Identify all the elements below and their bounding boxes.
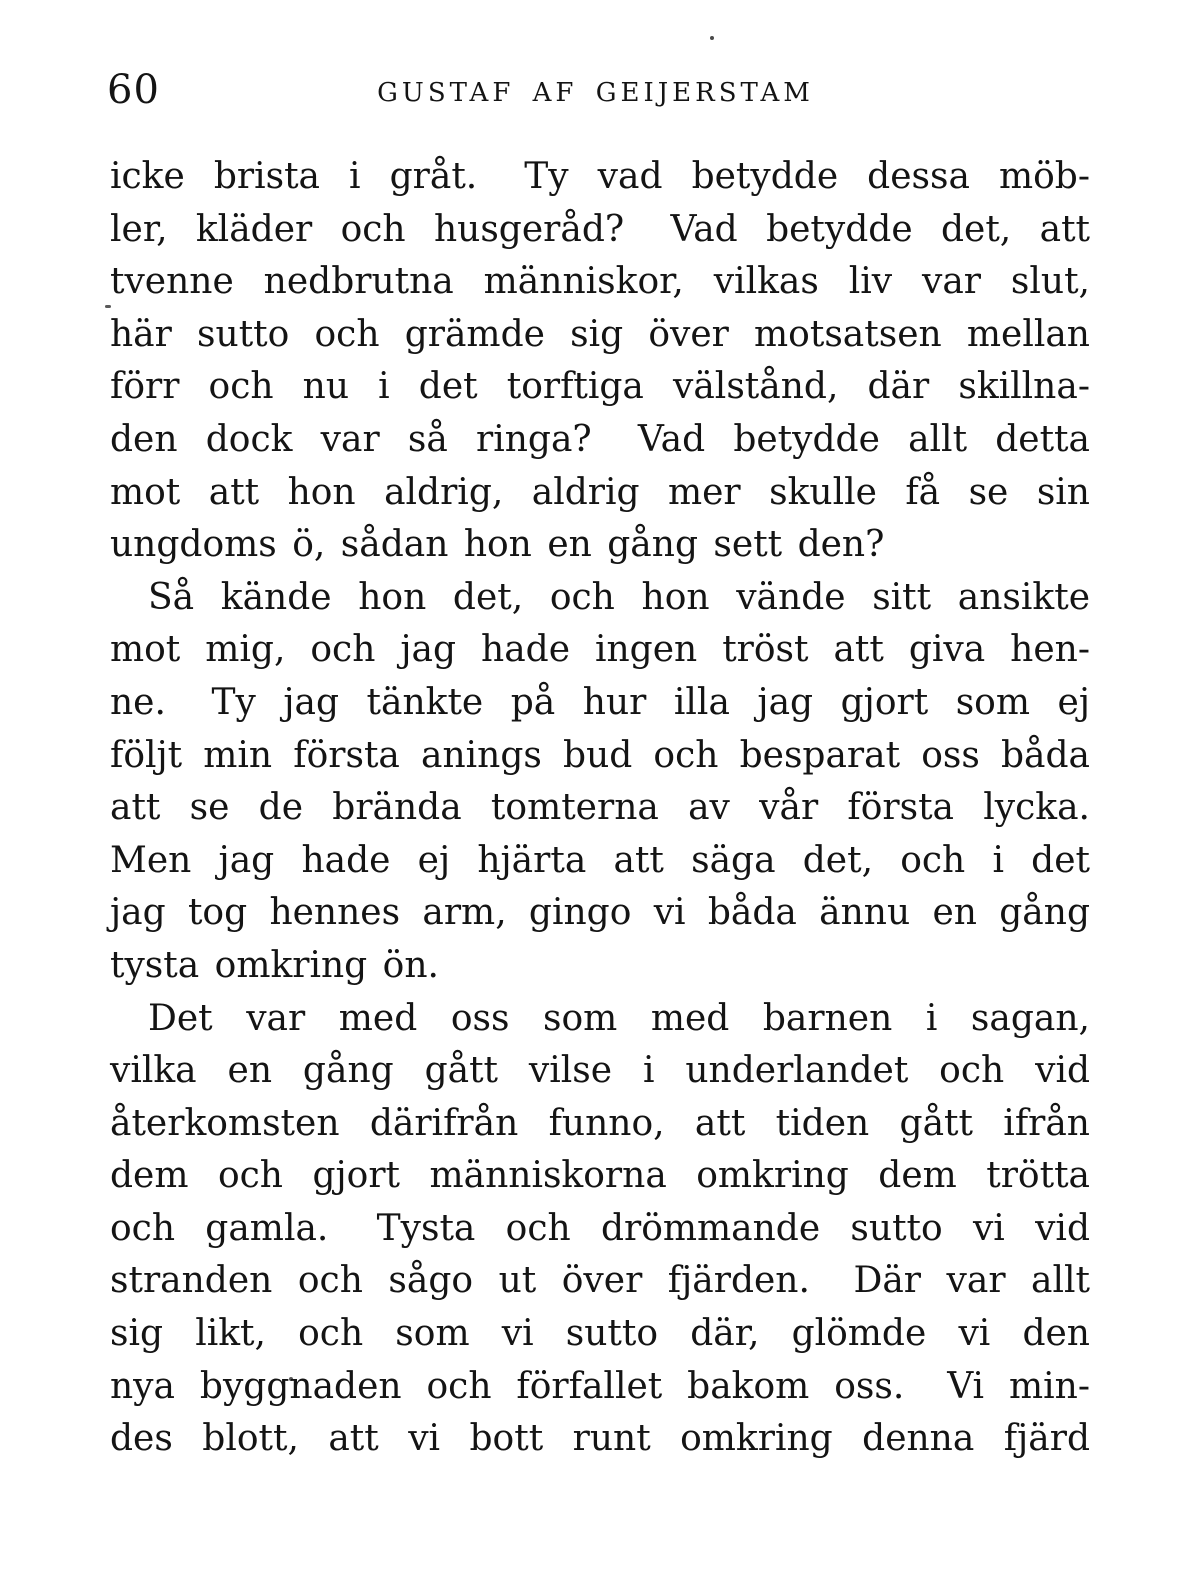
text-line: ne. Ty jag tänkte på hur illa jag gjort som ej — [110, 681, 1090, 723]
text-line: sig likt, och som vi sutto där, glömde vi den — [110, 1313, 1090, 1355]
text-line: des blott, att vi bott runt omkring denna fjärd — [110, 1418, 1090, 1460]
text-line: tvenne nedbrutna människor, vilkas liv var slut, — [110, 261, 1090, 303]
text-line: här sutto och grämde sig över motsatsen mellan — [110, 313, 1090, 355]
text-line: återkomsten därifrån funno, att tiden gått ifrån — [110, 1102, 1090, 1144]
text-line: att se de brända tomterna av vår första lycka. — [110, 787, 1090, 829]
text-line: nya byggnaden och förfallet bakom oss. Vi min- — [110, 1365, 1090, 1407]
text-line: Det var med oss som med barnen i sagan, — [148, 997, 1090, 1039]
text-line: Så kände hon det, och hon vände sitt ansikte — [148, 576, 1090, 618]
text-line: vilka en gång gått vilse i underlandet och vid — [110, 1050, 1090, 1092]
text-line: icke brista i gråt. Ty vad betydde dessa möb- — [110, 156, 1090, 197]
text-line: den dock var så ringa? Vad betydde allt detta — [110, 418, 1090, 460]
text-line: mot att hon aldrig, aldrig mer skulle få se sin — [110, 471, 1090, 513]
running-header-title: GUSTAF AF GEIJERSTAM — [377, 78, 814, 108]
text-line: ler, kläder och husgeråd? Vad betydde det, att — [110, 208, 1090, 250]
text-line: mot mig, och jag hade ingen tröst att giva hen- — [110, 629, 1090, 671]
text-line: tysta omkring ön. — [110, 944, 439, 986]
text-line: dem och gjort människorna omkring dem trötta — [110, 1155, 1090, 1197]
text-line: jag tog hennes arm, gingo vi båda ännu en gång — [110, 892, 1090, 934]
body-text-block — [110, 151, 1090, 1466]
text-line: och gamla. Tysta och drömmande sutto vi vid — [110, 1207, 1090, 1249]
text-line: Men jag hade ej hjärta att säga det, och i det — [110, 839, 1090, 881]
text-line: följt min första anings bud och besparat oss båda — [110, 734, 1090, 776]
page-header — [0, 0, 1191, 140]
text-line: stranden och sågo ut över fjärden. Där var allt — [110, 1260, 1090, 1302]
text-line: förr och nu i det torftiga välstånd, där skillna- — [110, 366, 1090, 408]
page-number: 60 — [107, 67, 160, 113]
text-line: ungdoms ö, sådan hon en gång sett den? — [110, 524, 885, 566]
